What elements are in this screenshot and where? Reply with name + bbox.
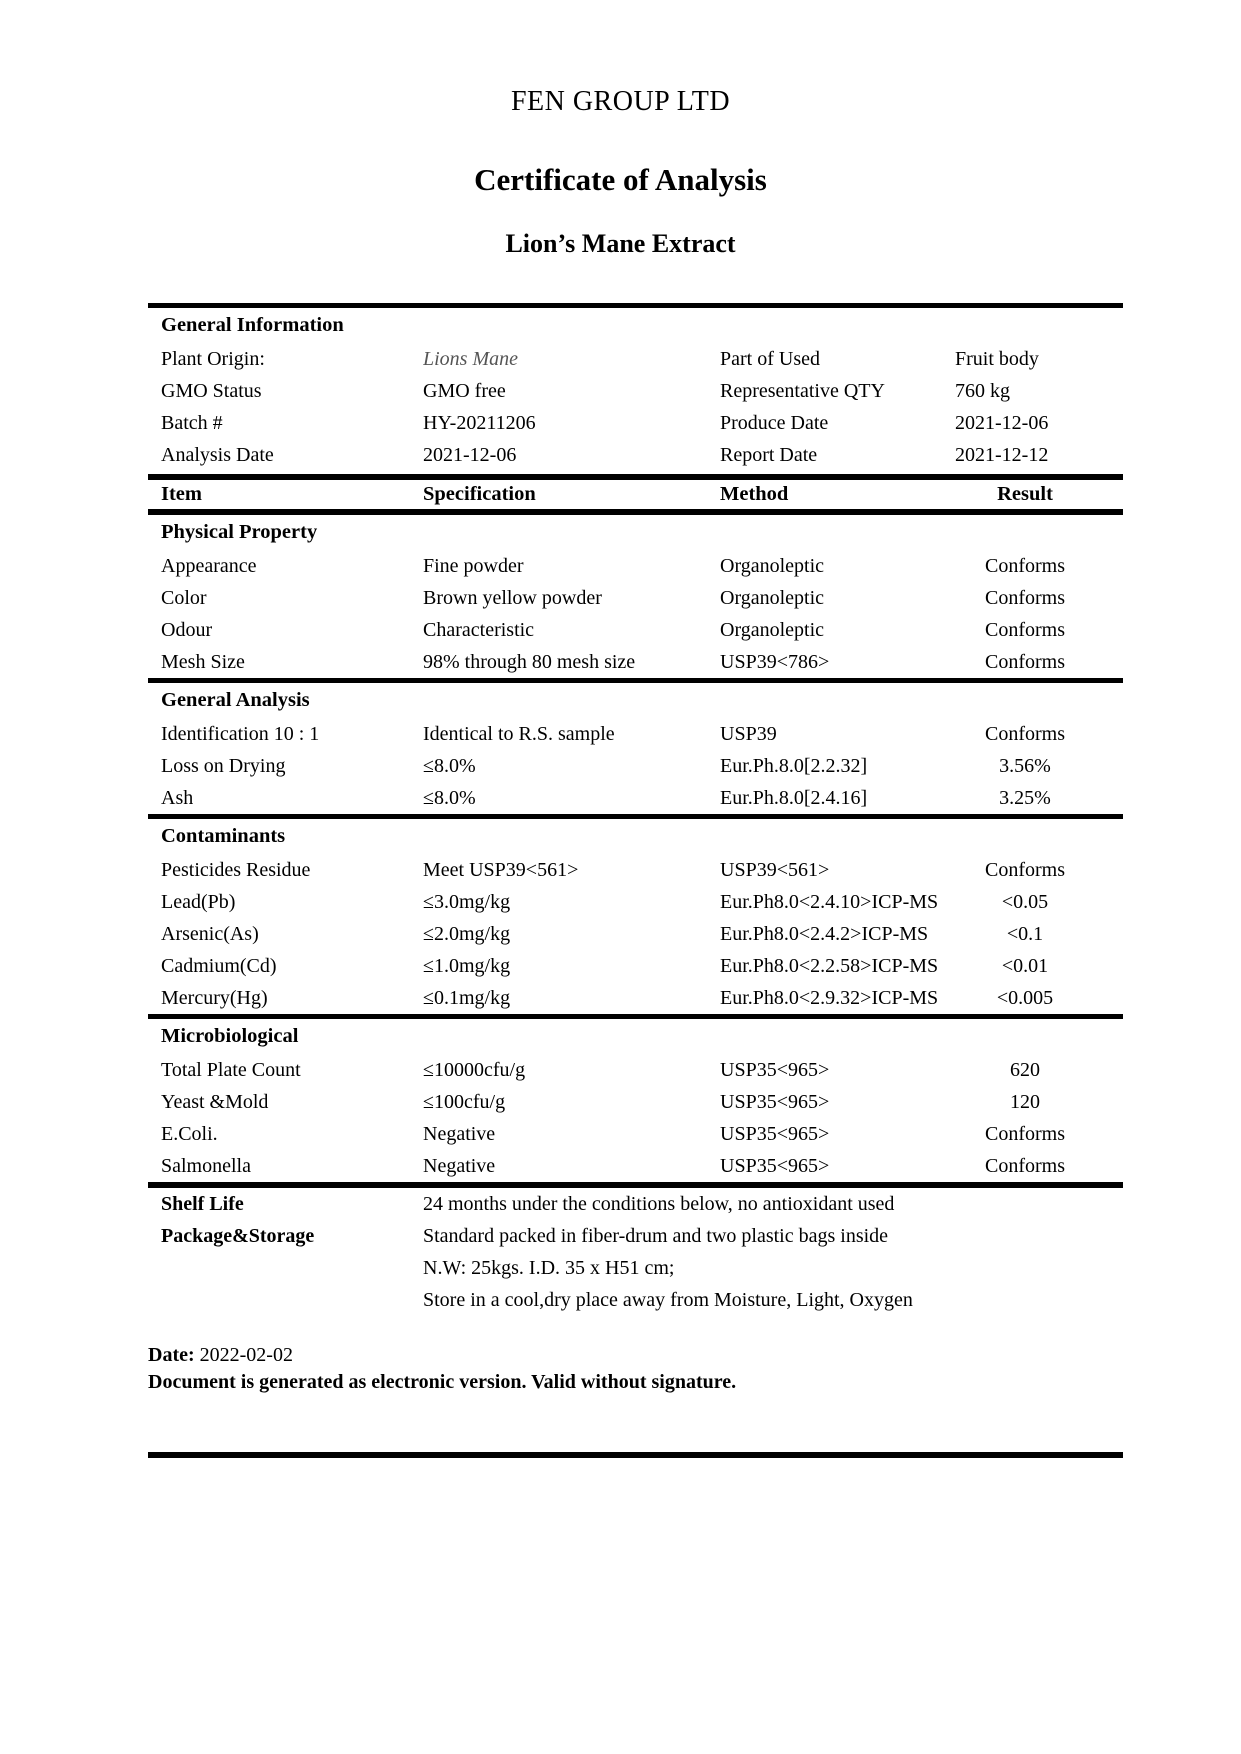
result-cell: Conforms — [985, 555, 1065, 577]
item-cell: E.Coli. — [161, 1123, 218, 1145]
specification-cell: ≤2.0mg/kg — [423, 923, 511, 945]
info-label: Plant Origin: — [161, 348, 265, 370]
result-cell: Conforms — [985, 723, 1065, 745]
table-row — [148, 750, 1123, 782]
specification-cell: ≤8.0% — [423, 787, 476, 809]
info-value: Fruit body — [955, 348, 1039, 370]
method-cell: Eur.Ph8.0<2.9.32>ICP-MS — [720, 987, 939, 1009]
package-storage-row — [148, 1252, 1123, 1284]
result-cell: <0.01 — [1001, 955, 1049, 977]
item-cell: Arsenic(As) — [161, 923, 259, 945]
table-row — [148, 1118, 1123, 1150]
table-row — [148, 614, 1123, 646]
item-cell: Total Plate Count — [161, 1059, 301, 1081]
general-information-rows — [148, 343, 1123, 471]
method-cell: Organoleptic — [720, 587, 825, 609]
table-row — [148, 982, 1123, 1014]
table-row — [148, 918, 1123, 950]
table-header-row — [148, 480, 1123, 509]
column-header-result: Result — [997, 483, 1053, 505]
general-info-row — [148, 375, 1123, 407]
info-label: GMO Status — [161, 380, 262, 402]
info-value: HY-20211206 — [423, 412, 536, 434]
item-cell: Loss on Drying — [161, 755, 286, 777]
info-label: Report Date — [720, 444, 818, 466]
package-storage-label-empty — [148, 1252, 423, 1284]
result-cell: Conforms — [985, 619, 1065, 641]
specification-cell: Characteristic — [423, 619, 535, 641]
item-cell: Color — [161, 587, 207, 609]
specification-cell: ≤1.0mg/kg — [423, 955, 511, 977]
section-heading: Microbiological — [161, 1025, 299, 1047]
table-row — [148, 854, 1123, 886]
item-cell: Identification 10 : 1 — [161, 723, 320, 745]
table-row — [148, 582, 1123, 614]
specification-cell: Negative — [423, 1155, 496, 1177]
company-name: FEN GROUP LTD — [510, 86, 731, 117]
result-cell: Conforms — [985, 651, 1065, 673]
specification-cell: 98% through 80 mesh size — [423, 651, 636, 673]
item-cell: Mercury(Hg) — [161, 987, 268, 1009]
method-cell: USP35<965> — [720, 1123, 830, 1145]
column-header-specification: Specification — [423, 483, 536, 505]
item-cell: Ash — [161, 787, 194, 809]
method-cell: USP39 — [720, 723, 777, 745]
section-heading: Physical Property — [161, 521, 318, 543]
package-storage-label-empty — [148, 1284, 423, 1316]
page-bottom-rule — [148, 1452, 1123, 1458]
date-line — [148, 1342, 1123, 1369]
item-cell: Lead(Pb) — [161, 891, 236, 913]
product-name: Lion’s Mane Extract — [505, 229, 736, 258]
method-cell: Eur.Ph.8.0[2.2.32] — [720, 755, 868, 777]
package-storage-line: Standard packed in fiber-drum and two plastic bags inside — [423, 1225, 889, 1247]
result-cell: <0.005 — [996, 987, 1054, 1009]
electronic-version-note: Document is generated as electronic version. Valid without signature. — [148, 1371, 737, 1393]
table-row — [148, 950, 1123, 982]
general-info-row — [148, 407, 1123, 439]
table-row — [148, 1054, 1123, 1086]
table-row — [148, 718, 1123, 750]
document-title: Certificate of Analysis — [474, 162, 767, 197]
method-cell: Eur.Ph8.0<2.4.10>ICP-MS — [720, 891, 939, 913]
package-storage-label: Package&Storage — [161, 1225, 315, 1247]
result-cell: Conforms — [985, 1123, 1065, 1145]
info-value: 2021-12-06 — [423, 444, 517, 466]
item-cell: Appearance — [161, 555, 257, 577]
table-row — [148, 782, 1123, 814]
specification-cell: Meet USP39<561> — [423, 859, 579, 881]
column-header-method: Method — [720, 483, 789, 505]
method-cell: Organoleptic — [720, 619, 825, 641]
item-cell: Salmonella — [161, 1155, 251, 1177]
info-label: Produce Date — [720, 412, 829, 434]
item-cell: Mesh Size — [161, 651, 245, 673]
result-cell: 3.56% — [999, 755, 1051, 777]
item-cell: Cadmium(Cd) — [161, 955, 277, 977]
shelf-life-label: Shelf Life — [161, 1193, 244, 1215]
result-cell: 120 — [1010, 1091, 1040, 1113]
method-cell: USP35<965> — [720, 1091, 830, 1113]
shelf-life-row — [148, 1188, 1123, 1220]
method-cell: USP35<965> — [720, 1155, 830, 1177]
info-value: 760 kg — [955, 380, 1010, 402]
result-cell: <0.1 — [1006, 923, 1044, 945]
package-storage-line: N.W: 25kgs. I.D. 35 x H51 cm; — [423, 1257, 675, 1279]
table-sections — [148, 515, 1123, 1182]
method-cell: Eur.Ph8.0<2.4.2>ICP-MS — [720, 923, 929, 945]
shelf-life-value: 24 months under the conditions below, no antioxidant used — [423, 1193, 895, 1215]
info-value: GMO free — [423, 380, 506, 402]
info-label: Representative QTY — [720, 380, 885, 402]
section-heading: General Analysis — [161, 689, 310, 711]
info-value: 2021-12-12 — [955, 444, 1049, 466]
method-cell: Organoleptic — [720, 555, 825, 577]
info-label: Part of Used — [720, 348, 820, 370]
specification-cell: Identical to R.S. sample — [423, 723, 615, 745]
specification-cell: ≤10000cfu/g — [423, 1059, 526, 1081]
specification-cell: Fine powder — [423, 555, 524, 577]
section-heading: Contaminants — [161, 825, 286, 847]
specification-cell: ≤0.1mg/kg — [423, 987, 511, 1009]
specification-cell: ≤3.0mg/kg — [423, 891, 511, 913]
specification-cell: ≤8.0% — [423, 755, 476, 777]
specification-cell: Negative — [423, 1123, 496, 1145]
method-cell: USP39<561> — [720, 859, 830, 881]
item-cell: Odour — [161, 619, 213, 641]
result-cell: Conforms — [985, 1155, 1065, 1177]
method-cell: USP35<965> — [720, 1059, 830, 1081]
method-cell: Eur.Ph.8.0[2.4.16] — [720, 787, 868, 809]
info-label: Analysis Date — [161, 444, 274, 466]
result-cell: Conforms — [985, 587, 1065, 609]
coa-table — [148, 303, 1123, 1316]
package-storage-line: Store in a cool,dry place away from Moisture, Light, Oxygen — [423, 1289, 913, 1311]
table-row — [148, 1086, 1123, 1118]
column-header-item: Item — [161, 483, 202, 505]
package-storage-row — [148, 1220, 1123, 1252]
method-cell: USP39<786> — [720, 651, 830, 673]
section-heading-general-information: General Information — [161, 314, 344, 336]
table-row — [148, 550, 1123, 582]
info-value: 2021-12-06 — [955, 412, 1049, 434]
result-cell: 620 — [1010, 1059, 1040, 1081]
date-value: 2022-02-02 — [199, 1344, 293, 1366]
item-cell: Yeast &Mold — [161, 1091, 269, 1113]
info-label: Batch # — [161, 412, 223, 434]
item-cell: Pesticides Residue — [161, 859, 311, 881]
result-cell: <0.05 — [1001, 891, 1049, 913]
package-storage-row — [148, 1284, 1123, 1316]
method-cell: Eur.Ph8.0<2.2.58>ICP-MS — [720, 955, 939, 977]
specification-cell: Brown yellow powder — [423, 587, 602, 609]
result-cell: Conforms — [985, 859, 1065, 881]
general-info-row — [148, 439, 1123, 471]
table-row — [148, 646, 1123, 678]
table-row — [148, 1150, 1123, 1182]
date-label: Date: — [148, 1344, 195, 1366]
table-row — [148, 886, 1123, 918]
footer — [148, 1342, 1123, 1458]
result-cell: 3.25% — [999, 787, 1051, 809]
info-value: Lions Mane — [423, 348, 518, 370]
specification-cell: ≤100cfu/g — [423, 1091, 506, 1113]
general-info-row — [148, 343, 1123, 375]
